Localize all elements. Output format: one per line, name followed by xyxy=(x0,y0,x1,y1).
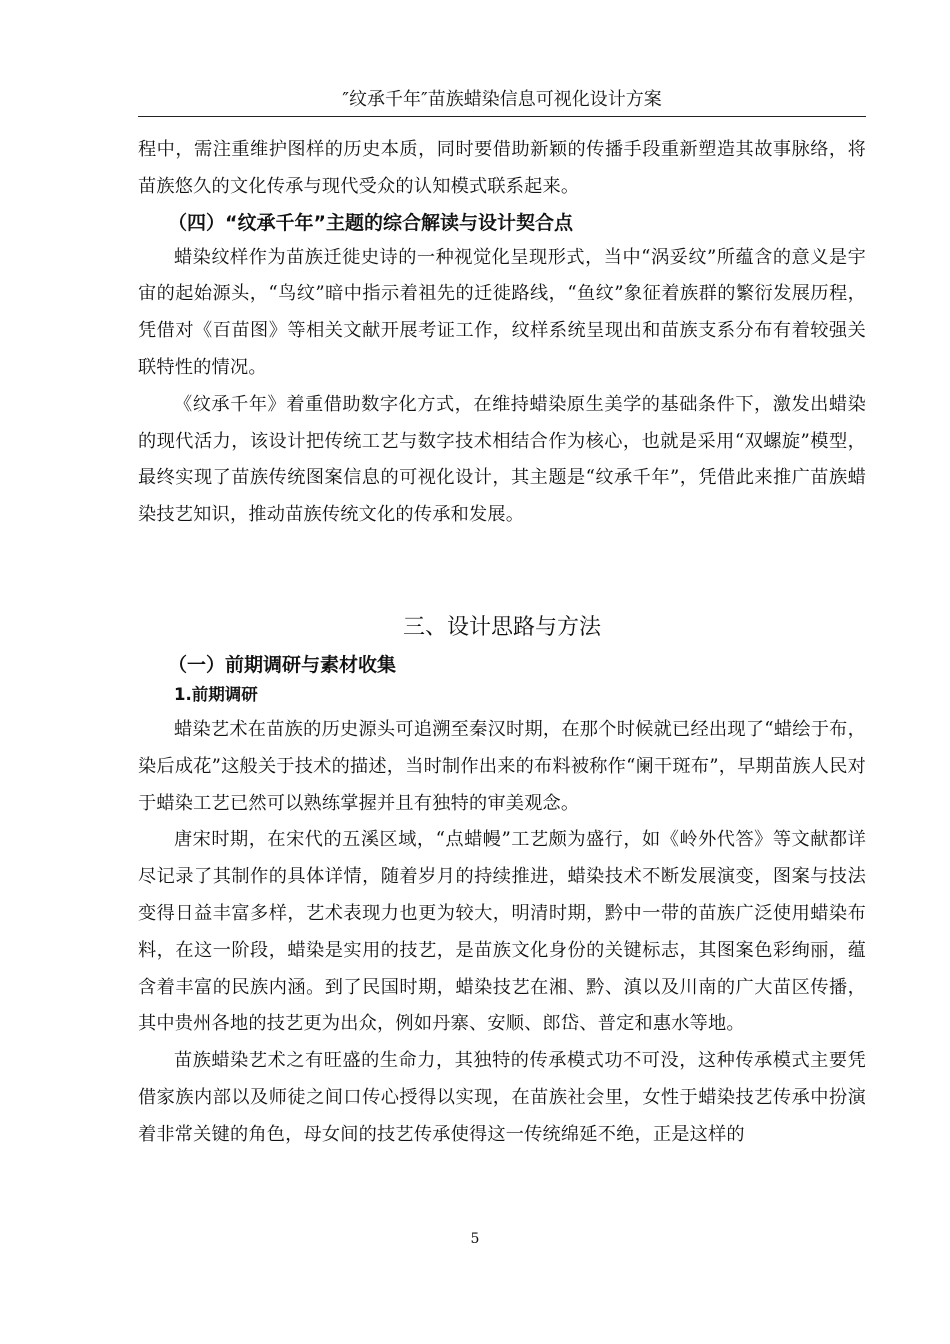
chapter-3-heading: 三、设计思路与方法 xyxy=(402,614,601,640)
paragraph-research-1: 蜡染艺术在苗族的历史源头可追溯至秦汉时期，在那个时候就已经出现了“蜡绘于布，染后成花”这般关于技术的描述，当时制作出来的布料被称作“阑干斑布”，早期苗族人民对于蜡染工艺已然可以熟练掌握并且有独特的审美观念。 xyxy=(138,718,866,814)
running-header: ″纹承千年″苗族蜡染信息可视化设计方案 xyxy=(138,88,866,117)
paragraph-section4-1: 蜡染纹样作为苗族迁徙史诗的一种视觉化呈现形式，当中“涡妥纹”所蕴含的意义是宇宙的起始源头，“鸟纹”暗中指示着祖先的迁徙路线，“鱼纹”象征着族群的繁衍发展历程，凭借对《百苗图》等相关文献开展考证工作，纹样系统呈现出和苗族支系分布有着较强关联特性的情况。 xyxy=(138,246,866,378)
section-spacer xyxy=(138,534,866,608)
paragraph-research-3: 苗族蜡染艺术之有旺盛的生命力，其独特的传承模式功不可没，这种传承模式主要凭借家族内部以及师徒之间口传心授得以实现，在苗族社会里，女性于蜡染技艺传承中扮演着非常关键的角色，母女间的技艺传承使得这一传统绵延不绝，正是这样的 xyxy=(138,1050,866,1145)
section-4-heading: （四）“纹承千年”主题的综合解读与设计契合点 xyxy=(168,211,573,234)
paragraph-research-2: 唐宋时期，在宋代的五溪区域，“点蜡幔”工艺颇为盛行，如《岭外代答》等文献都详尽记录了其制作的具体详情，随着岁月的持续推进，蜡染技术不断发展演变，图案与技法变得日益丰富多样，艺术表现力也更为较大，明清时期，黔中一带的苗族广泛使用蜡染布料，在这一阶段，蜡染是实用的技艺，是苗族文化身份的关键标志，其图案色彩绚丽，蕴含着丰富的民族内涵。到了民国时期，蜡染技艺在湘、黔、滇以及川南的广大苗区传播，其中贵州各地的技艺更为出众，例如丹寨、安顺、郎岱、普定和惠水等地。 xyxy=(138,829,866,1035)
page-content xyxy=(138,132,866,1154)
paragraph-section4-2: 《纹承千年》着重借助数字化方式，在维持蜡染原生美学的基础条件下，激发出蜡染的现代活力，该设计把传统工艺与数字技术相结合作为核心，也就是采用“双螺旋”模型，最终实现了苗族传统图案信息的可视化设计，其主题是“纹承千年”，凭借此来推广苗族蜡染技艺知识，推动苗族传统文化的传承和发展。 xyxy=(138,393,866,526)
subsection-1-heading: （一）前期调研与素材收集 xyxy=(168,653,397,676)
subsection-1-1-heading: 1.前期调研 xyxy=(174,684,258,704)
paragraph-continuation: 程中，需注重维护图样的历史本质，同时要借助新颖的传播手段重新塑造其故事脉络，将苗族悠久的文化传承与现代受众的认知模式联系起来。 xyxy=(138,139,866,197)
page-number: 5 xyxy=(470,1231,480,1247)
